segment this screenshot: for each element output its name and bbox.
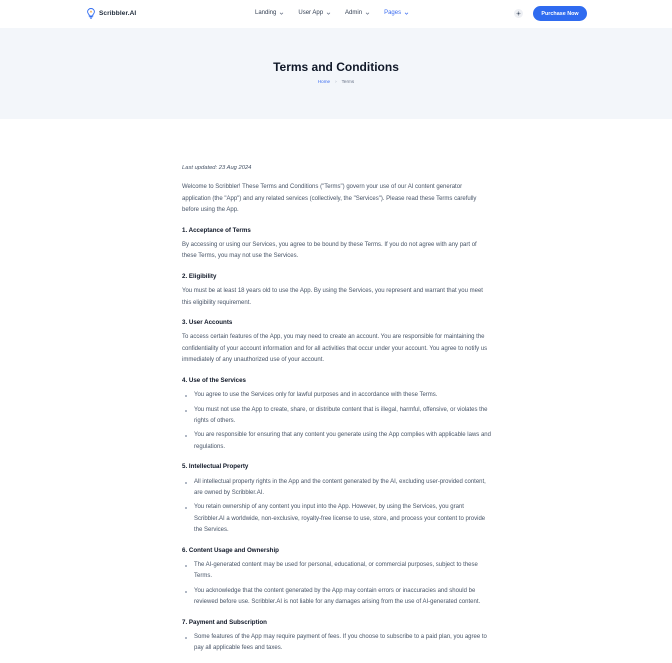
terms-content <box>182 163 492 663</box>
page-hero <box>0 28 672 119</box>
top-navbar <box>0 0 672 28</box>
nav-landing-label: Landing <box>255 10 277 16</box>
chevron-down-icon <box>404 11 409 16</box>
breadcrumb-home-link[interactable]: Home <box>317 79 331 84</box>
nav-admin-label: Admin <box>345 10 363 16</box>
theme-toggle-button[interactable] <box>514 9 523 18</box>
section-title: 2. Eligibility <box>182 272 217 280</box>
list-item: All intellectual property rights in the App and the content generated by the AI, excluding user-provided content, are owned by Scribbler.AI. <box>182 477 492 500</box>
lightbulb-logo-icon <box>87 8 95 19</box>
list-item: Some features of the App may require payment of fees. If you choose to subscribe to a paid plan, you agree to pay all applicable fees and taxes. <box>182 632 492 655</box>
sun-icon <box>516 11 521 16</box>
brand-name: Scribbler.AI <box>99 10 137 17</box>
section-list <box>182 390 492 453</box>
nav-landing[interactable] <box>255 10 284 16</box>
section-title: 5. Intellectual Property <box>182 463 249 471</box>
list-item: You acknowledge that the content generated by the App may contain errors or inaccuracies and should be reviewed before use. Scribbler.AI is not liable for any damages arising from the use of AI-generated content. <box>182 586 492 609</box>
nav-pages-label: Pages <box>384 10 402 16</box>
chevron-down-icon <box>279 11 284 16</box>
brand[interactable] <box>87 8 136 19</box>
section-text: You must be at least 18 years old to use the App. By using the Services, you represent and warrant that you meet this eligibility requirement. <box>182 288 483 306</box>
section-title: 7. Payment and Subscription <box>182 618 267 626</box>
main-nav <box>255 10 409 16</box>
section-list <box>182 477 492 537</box>
section-list <box>182 560 492 609</box>
purchase-now-button[interactable]: Purchase Now <box>533 6 587 21</box>
nav-user-app-label: User App <box>298 10 324 16</box>
nav-admin[interactable] <box>345 10 370 16</box>
chevron-down-icon <box>365 11 370 16</box>
section-title: 3. User Accounts <box>182 319 233 327</box>
list-item: You agree to use the Services only for lawful purposes and in accordance with these Terms. <box>182 390 492 401</box>
list-item: You must not use the App to create, share, or distribute content that is illegal, harmful, offensive, or violates the rights of others. <box>182 405 492 428</box>
breadcrumb-separator: › <box>335 79 337 84</box>
breadcrumb-current: Terms <box>341 79 355 84</box>
section-list <box>182 632 492 655</box>
chevron-down-icon <box>326 11 331 16</box>
section-text: To access certain features of the App, you may need to create an account. You are responsible for maintaining the confidentiality of your account information and for all activities that occur under your account. You agree to notify us immediately of any unauthorized use of your account. <box>182 334 488 364</box>
section-title: 4. Use of the Services <box>182 376 246 384</box>
nav-pages[interactable] <box>384 10 409 16</box>
last-updated: Last updated: 23 Aug 2024 <box>182 165 252 171</box>
intro-paragraph: Welcome to Scribbler! These Terms and Conditions ("Terms") govern your use of our AI content generator application (the "App") and any related services (collectively, the "Services"). Please read these Terms carefully before using the App. <box>182 184 477 214</box>
breadcrumb <box>0 79 672 84</box>
list-item: You retain ownership of any content you input into the App. However, by using the Services, you grant Scribbler.AI a worldwide, non-exclusive, royalty-free license to use, store, and process your content to provide the Services. <box>182 502 492 536</box>
list-item: You are responsible for ensuring that any content you generate using the App complies with applicable laws and regulations. <box>182 430 492 453</box>
nav-user-app[interactable] <box>298 10 331 16</box>
section-title: 1. Acceptance of Terms <box>182 226 251 234</box>
section-text: By accessing or using our Services, you agree to be bound by these Terms. If you do not agree with any part of these Terms, you may not use the Services. <box>182 242 477 260</box>
page-title: Terms and Conditions <box>273 60 399 74</box>
list-item: The AI-generated content may be used for personal, educational, or commercial purposes, subject to these Terms. <box>182 560 492 583</box>
section-title: 6. Content Usage and Ownership <box>182 546 279 554</box>
